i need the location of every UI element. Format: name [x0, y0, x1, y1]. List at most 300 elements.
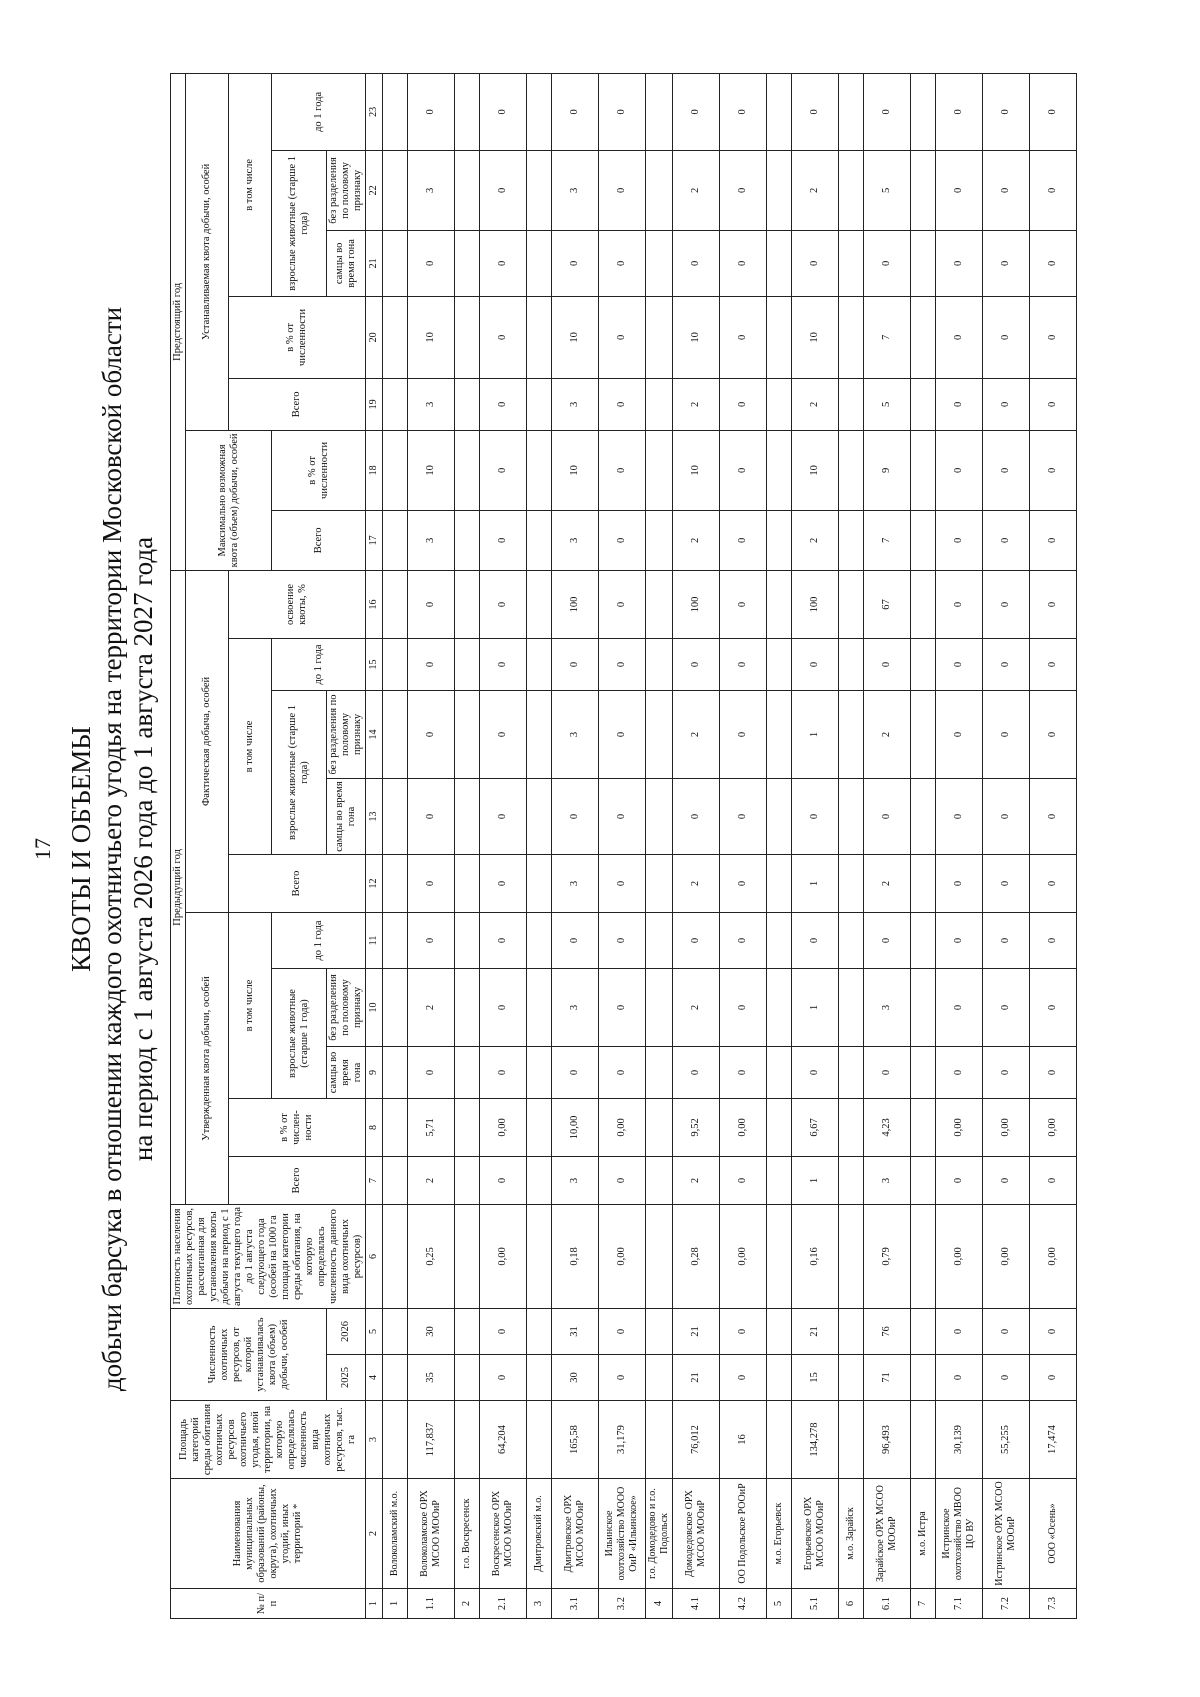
value-cell: 55,255	[983, 1400, 1030, 1478]
value-cell: 117,837	[408, 1400, 455, 1478]
row-number: 4.2	[720, 1588, 767, 1618]
value-cell: 0	[983, 150, 1030, 230]
row-name: Зарайское ОРХ МСОО МООиР	[864, 1478, 911, 1588]
value-cell: 0	[552, 912, 599, 968]
value-cell: 0	[936, 1308, 983, 1354]
value-cell: 0,79	[864, 1204, 911, 1308]
empty-cell	[646, 150, 673, 230]
value-cell: 2	[792, 378, 839, 430]
empty-cell	[646, 1400, 673, 1478]
empty-cell	[911, 1156, 936, 1204]
value-cell: 0	[480, 296, 527, 378]
value-cell: 0	[408, 778, 455, 854]
empty-cell	[383, 296, 408, 378]
value-cell: 0	[983, 296, 1030, 378]
empty-cell	[527, 510, 552, 570]
header-set-incl: в том числе	[229, 73, 272, 296]
value-cell: 0	[864, 778, 911, 854]
column-number-cell: 12	[366, 854, 383, 912]
empty-cell	[767, 1354, 792, 1400]
empty-cell	[383, 150, 408, 230]
row-number: 7.3	[1030, 1588, 1077, 1618]
empty-cell	[839, 73, 864, 150]
column-number-cell: 13	[366, 778, 383, 854]
value-cell: 3	[552, 150, 599, 230]
empty-cell	[646, 1046, 673, 1098]
value-cell: 0,00	[720, 1204, 767, 1308]
value-cell: 0	[936, 570, 983, 638]
value-cell: 0	[792, 778, 839, 854]
row-name: Дмитровское ОРХ МСОО МООиР	[552, 1478, 599, 1588]
empty-cell	[911, 638, 936, 690]
value-cell: 0	[1030, 778, 1077, 854]
value-cell: 0	[720, 1354, 767, 1400]
empty-cell	[646, 1098, 673, 1156]
empty-cell	[455, 570, 480, 638]
group-row	[911, 73, 936, 1618]
value-cell: 0	[720, 570, 767, 638]
value-cell: 0	[720, 690, 767, 778]
group-row	[383, 73, 408, 1618]
row-name: Домодедовское ОРХ МСОО МООиР	[673, 1478, 720, 1588]
value-cell: 0	[480, 968, 527, 1046]
value-cell: 0	[599, 1308, 646, 1354]
empty-cell	[911, 968, 936, 1046]
empty-cell	[839, 510, 864, 570]
value-cell: 0	[792, 1046, 839, 1098]
row-number: 4.1	[673, 1588, 720, 1618]
value-cell: 2	[408, 1156, 455, 1204]
empty-cell	[767, 638, 792, 690]
empty-cell	[767, 378, 792, 430]
value-cell: 0,28	[673, 1204, 720, 1308]
value-cell: 21	[673, 1308, 720, 1354]
value-cell: 3	[864, 968, 911, 1046]
column-number-cell: 21	[366, 230, 383, 296]
empty-cell	[839, 690, 864, 778]
value-cell: 2	[673, 150, 720, 230]
value-cell: 0	[983, 1156, 1030, 1204]
empty-cell	[455, 778, 480, 854]
document-title	[66, 39, 159, 1659]
empty-cell	[455, 430, 480, 510]
value-cell: 0	[983, 1308, 1030, 1354]
value-cell: 0	[983, 778, 1030, 854]
value-cell: 5,71	[408, 1098, 455, 1156]
value-cell: 0	[720, 510, 767, 570]
value-cell: 2	[673, 968, 720, 1046]
empty-cell	[767, 854, 792, 912]
header-year-2025: 2025	[327, 1354, 366, 1400]
value-cell: 0	[983, 638, 1030, 690]
value-cell: 0	[552, 778, 599, 854]
empty-cell	[839, 968, 864, 1046]
empty-cell	[383, 778, 408, 854]
value-cell: 10	[552, 296, 599, 378]
column-number-cell: 4	[366, 1354, 383, 1400]
header-approved-nosex: без разделения по половому признаку	[327, 968, 366, 1046]
value-cell: 0	[936, 230, 983, 296]
value-cell: 0	[864, 73, 911, 150]
header-actual-adults: взрослые животные (старше 1 года)	[272, 690, 327, 854]
column-number-cell: 11	[366, 912, 383, 968]
value-cell: 0	[599, 968, 646, 1046]
empty-cell	[767, 510, 792, 570]
value-cell: 9	[864, 430, 911, 510]
value-cell: 0,00	[599, 1204, 646, 1308]
empty-cell	[646, 638, 673, 690]
empty-cell	[383, 378, 408, 430]
value-cell: 0	[720, 378, 767, 430]
empty-cell	[527, 1046, 552, 1098]
empty-cell	[455, 73, 480, 150]
value-cell: 0	[1030, 378, 1077, 430]
row-name: ООО «Осень»	[1030, 1478, 1077, 1588]
row-number: 4	[646, 1588, 673, 1618]
value-cell: 0	[599, 1354, 646, 1400]
empty-cell	[455, 1098, 480, 1156]
value-cell: 64,204	[480, 1400, 527, 1478]
empty-cell	[527, 1308, 552, 1354]
empty-cell	[839, 1204, 864, 1308]
table-row	[408, 73, 455, 1618]
empty-cell	[455, 912, 480, 968]
empty-cell	[455, 230, 480, 296]
value-cell: 0	[936, 430, 983, 510]
value-cell: 0	[480, 1354, 527, 1400]
value-cell: 0	[480, 690, 527, 778]
value-cell: 0,00	[936, 1098, 983, 1156]
quota-table-wrapper	[170, 74, 1077, 1619]
value-cell: 10	[673, 430, 720, 510]
header-set-males: самцы во время гона	[327, 230, 366, 296]
row-name: м.о. Егорьевск	[767, 1478, 792, 1588]
value-cell: 0,00	[1030, 1204, 1077, 1308]
row-name: Дмитровский м.о.	[527, 1478, 552, 1588]
empty-cell	[767, 1046, 792, 1098]
empty-cell	[911, 690, 936, 778]
value-cell: 0	[720, 430, 767, 510]
empty-cell	[527, 378, 552, 430]
table-row	[599, 73, 646, 1618]
row-number: 7.2	[983, 1588, 1030, 1618]
value-cell: 0	[480, 230, 527, 296]
value-cell: 0	[720, 912, 767, 968]
value-cell: 0	[480, 1308, 527, 1354]
value-cell: 100	[552, 570, 599, 638]
value-cell: 0	[599, 778, 646, 854]
value-cell: 0,25	[408, 1204, 455, 1308]
empty-cell	[527, 1156, 552, 1204]
row-name: Егорьевское ОРХ МСОО МООиР	[792, 1478, 839, 1588]
value-cell: 0	[720, 638, 767, 690]
value-cell: 3	[552, 510, 599, 570]
value-cell: 0	[720, 1046, 767, 1098]
value-cell: 0	[936, 638, 983, 690]
value-cell: 0	[1030, 570, 1077, 638]
value-cell: 0	[408, 1046, 455, 1098]
value-cell: 0	[599, 912, 646, 968]
value-cell: 3	[408, 378, 455, 430]
empty-cell	[911, 1046, 936, 1098]
empty-cell	[527, 638, 552, 690]
header-max-total: Всего	[272, 510, 366, 570]
empty-cell	[646, 570, 673, 638]
value-cell: 0	[480, 854, 527, 912]
value-cell: 10	[408, 296, 455, 378]
value-cell: 2	[792, 150, 839, 230]
empty-cell	[527, 1204, 552, 1308]
value-cell: 9,52	[673, 1098, 720, 1156]
row-number: 3	[527, 1588, 552, 1618]
row-number: 7	[911, 1588, 936, 1618]
empty-cell	[527, 73, 552, 150]
empty-cell	[911, 378, 936, 430]
value-cell: 10	[408, 430, 455, 510]
value-cell: 0	[1030, 150, 1077, 230]
value-cell: 0	[408, 230, 455, 296]
empty-cell	[646, 1308, 673, 1354]
empty-cell	[527, 1354, 552, 1400]
value-cell: 5	[864, 378, 911, 430]
value-cell: 0	[599, 638, 646, 690]
value-cell: 0,00	[480, 1204, 527, 1308]
table-row	[1030, 73, 1077, 1618]
empty-cell	[527, 778, 552, 854]
header-quota-use: освоение квоты, %	[229, 570, 366, 638]
header-population: Численность охотничьих ресурсов, от которой устанавливалась квота (объем) добычи, особей	[171, 1308, 327, 1400]
row-number: 2	[455, 1588, 480, 1618]
empty-cell	[839, 1400, 864, 1478]
value-cell: 0	[983, 1354, 1030, 1400]
column-number-cell: 10	[366, 968, 383, 1046]
value-cell: 96,493	[864, 1400, 911, 1478]
value-cell: 0	[1030, 430, 1077, 510]
value-cell: 0	[480, 73, 527, 150]
value-cell: 2	[408, 968, 455, 1046]
value-cell: 0	[599, 570, 646, 638]
value-cell: 0	[480, 430, 527, 510]
value-cell: 0	[599, 854, 646, 912]
value-cell: 0	[936, 912, 983, 968]
column-number-cell: 3	[366, 1400, 383, 1478]
value-cell: 35	[408, 1354, 455, 1400]
value-cell: 3	[552, 1156, 599, 1204]
value-cell: 0	[599, 430, 646, 510]
empty-cell	[911, 230, 936, 296]
empty-cell	[767, 150, 792, 230]
value-cell: 21	[673, 1354, 720, 1400]
empty-cell	[455, 968, 480, 1046]
header-max-quota: Максимально возможная квота (объем) добычи, особей	[186, 430, 272, 570]
value-cell: 0	[480, 1046, 527, 1098]
empty-cell	[455, 638, 480, 690]
table-header	[171, 73, 366, 1618]
value-cell: 0,00	[599, 1098, 646, 1156]
empty-cell	[646, 1204, 673, 1308]
value-cell: 0	[720, 230, 767, 296]
value-cell: 10	[792, 430, 839, 510]
empty-cell	[646, 430, 673, 510]
empty-cell	[455, 150, 480, 230]
title-line-3: на период с 1 августа 2026 года до 1 августа 2027 года	[128, 536, 158, 1161]
empty-cell	[767, 570, 792, 638]
value-cell: 0	[720, 778, 767, 854]
value-cell: 0,00	[1030, 1098, 1077, 1156]
value-cell: 2	[864, 854, 911, 912]
group-row	[767, 73, 792, 1618]
value-cell: 2	[673, 510, 720, 570]
empty-cell	[527, 296, 552, 378]
empty-cell	[455, 296, 480, 378]
value-cell: 0	[936, 510, 983, 570]
empty-cell	[911, 1400, 936, 1478]
empty-cell	[646, 912, 673, 968]
empty-cell	[839, 150, 864, 230]
value-cell: 7	[864, 296, 911, 378]
value-cell: 7	[864, 510, 911, 570]
value-cell: 17,474	[1030, 1400, 1077, 1478]
row-number: 6	[839, 1588, 864, 1618]
column-number-cell: 8	[366, 1098, 383, 1156]
row-number: 3.2	[599, 1588, 646, 1618]
value-cell: 0	[408, 690, 455, 778]
value-cell: 100	[792, 570, 839, 638]
column-number-cell: 18	[366, 430, 383, 510]
empty-cell	[383, 638, 408, 690]
empty-cell	[767, 73, 792, 150]
header-approved-adults: взрослые животные (старше 1 года)	[272, 968, 327, 1098]
value-cell: 0,00	[480, 1098, 527, 1156]
table-row	[552, 73, 599, 1618]
value-cell: 0	[599, 230, 646, 296]
value-cell: 0	[1030, 1354, 1077, 1400]
value-cell: 0	[599, 378, 646, 430]
value-cell: 0	[792, 912, 839, 968]
value-cell: 0	[1030, 968, 1077, 1046]
quota-table	[170, 72, 1077, 1618]
value-cell: 0	[983, 570, 1030, 638]
column-number-cell: 5	[366, 1308, 383, 1354]
value-cell: 3	[408, 150, 455, 230]
empty-cell	[527, 968, 552, 1046]
group-row	[527, 73, 552, 1618]
empty-cell	[455, 1400, 480, 1478]
value-cell: 0	[1030, 1046, 1077, 1098]
empty-cell	[383, 968, 408, 1046]
value-cell: 0	[599, 296, 646, 378]
value-cell: 0	[599, 150, 646, 230]
value-cell: 0,00	[936, 1204, 983, 1308]
empty-cell	[383, 430, 408, 510]
value-cell: 0	[599, 1046, 646, 1098]
empty-cell	[383, 854, 408, 912]
empty-cell	[911, 570, 936, 638]
empty-cell	[455, 1046, 480, 1098]
empty-cell	[646, 690, 673, 778]
value-cell: 10,00	[552, 1098, 599, 1156]
empty-cell	[839, 296, 864, 378]
value-cell: 0	[983, 510, 1030, 570]
value-cell: 0	[408, 73, 455, 150]
header-actual-nosex: без разделения по половому признаку	[327, 690, 366, 778]
empty-cell	[455, 1204, 480, 1308]
value-cell: 0	[480, 150, 527, 230]
value-cell: 0	[983, 690, 1030, 778]
empty-cell	[646, 230, 673, 296]
empty-cell	[646, 1156, 673, 1204]
empty-cell	[646, 854, 673, 912]
row-name: Воскресенское ОРХ МСОО МООиР	[480, 1478, 527, 1588]
value-cell: 0	[552, 1046, 599, 1098]
value-cell: 0	[599, 510, 646, 570]
empty-cell	[911, 1098, 936, 1156]
value-cell: 0	[936, 1156, 983, 1204]
value-cell: 0	[864, 638, 911, 690]
header-actual-males: самцы во время гона	[327, 778, 366, 854]
value-cell: 0	[552, 73, 599, 150]
value-cell: 0,00	[983, 1098, 1030, 1156]
value-cell: 0	[1030, 510, 1077, 570]
empty-cell	[839, 570, 864, 638]
value-cell: 0	[983, 430, 1030, 510]
header-max-pct: в % от численности	[272, 430, 366, 510]
empty-cell	[383, 912, 408, 968]
empty-cell	[646, 378, 673, 430]
value-cell: 0,00	[983, 1204, 1030, 1308]
row-name: м.о. Зарайск	[839, 1478, 864, 1588]
empty-cell	[767, 690, 792, 778]
value-cell: 2	[673, 854, 720, 912]
title-line-2: добычи барсука в отношении каждого охотничьего угодья на территории Московской области	[97, 306, 127, 1391]
header-no: № п/п	[171, 1588, 366, 1618]
empty-cell	[383, 510, 408, 570]
empty-cell	[839, 1156, 864, 1204]
value-cell: 0	[936, 1354, 983, 1400]
empty-cell	[383, 73, 408, 150]
header-density: Плотность населения охотничьих ресурсов, рассчитанная для установления квоты добычи на период с 1 августа текущего года до 1 августа следующего года (особей на 1000 га площади категории среды обитания, на которую определялась численность данного вида охотничьих ресурсов)	[171, 1204, 366, 1308]
row-name: Истринское охотхозяйство МВОО ЦО ВУ	[936, 1478, 983, 1588]
header-name: Наименования муниципальных образований (районы, округа), охотничьих угодий, иных территорий *	[171, 1478, 366, 1588]
value-cell: 0	[408, 570, 455, 638]
empty-cell	[839, 430, 864, 510]
value-cell: 3	[864, 1156, 911, 1204]
empty-cell	[911, 73, 936, 150]
row-name: Волоколамский м.о.	[383, 1478, 408, 1588]
rotated-page	[20, 39, 1180, 1659]
value-cell: 30	[408, 1308, 455, 1354]
header-next-year: Предстоящий год	[171, 73, 186, 570]
empty-cell	[767, 968, 792, 1046]
empty-cell	[527, 150, 552, 230]
value-cell: 67	[864, 570, 911, 638]
empty-cell	[646, 968, 673, 1046]
value-cell: 0	[983, 912, 1030, 968]
row-number: 2.1	[480, 1588, 527, 1618]
empty-cell	[455, 378, 480, 430]
value-cell: 0,18	[552, 1204, 599, 1308]
column-number-cell: 7	[366, 1156, 383, 1204]
header-actual-total: Всего	[229, 854, 366, 912]
empty-cell	[839, 912, 864, 968]
empty-cell	[646, 510, 673, 570]
empty-cell	[839, 378, 864, 430]
value-cell: 0	[720, 968, 767, 1046]
header-set-quota: Устанавливаемая квота добычи, особей	[186, 73, 229, 430]
value-cell: 0	[673, 912, 720, 968]
value-cell: 0	[673, 230, 720, 296]
empty-cell	[767, 1098, 792, 1156]
